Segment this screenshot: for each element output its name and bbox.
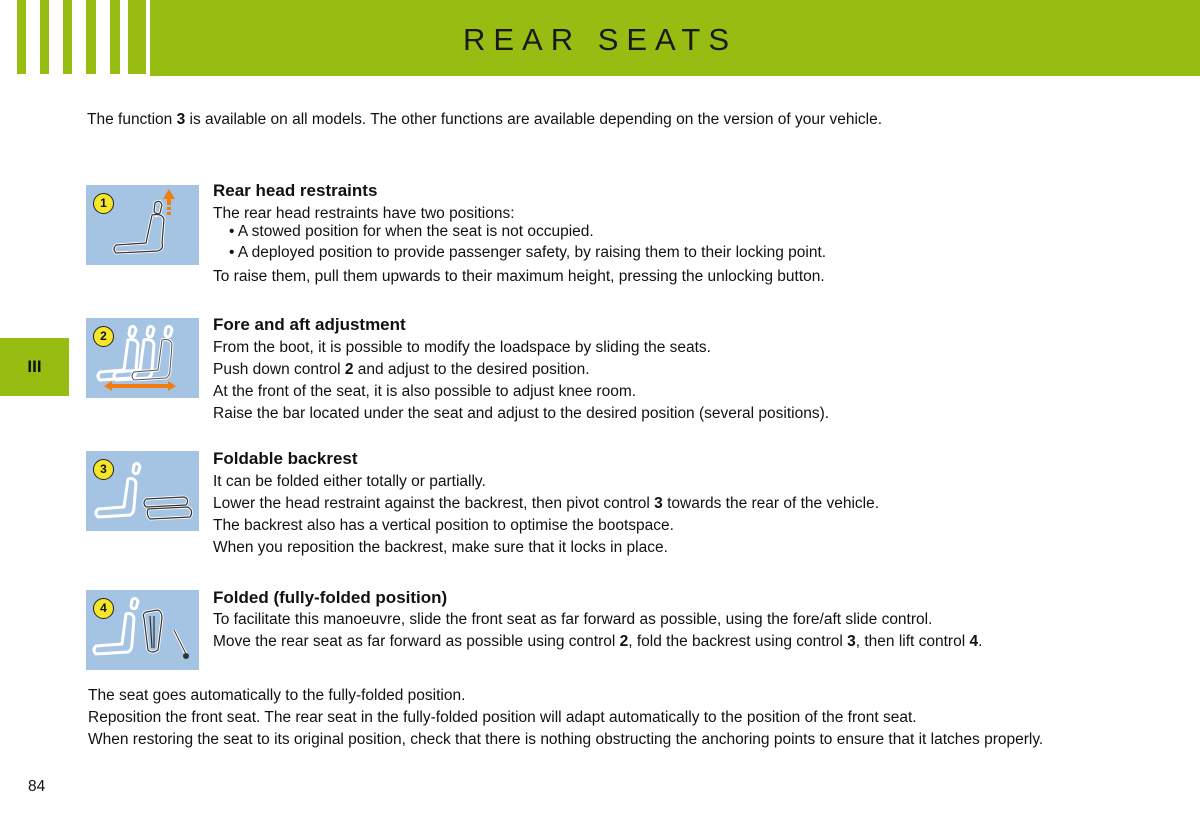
- step-badge: 4: [93, 598, 114, 619]
- section-line: To facilitate this manoeuvre, slide the front seat as far forward as possible, using the fore/aft slide control.: [213, 611, 933, 628]
- section-line: At the front of the seat, it is also possible to adjust knee room.: [213, 383, 637, 400]
- section-line: From the boot, it is possible to modify the loadspace by sliding the seats.: [213, 339, 711, 356]
- intro-post: is available on all models. The other functions are available depending on the version of your vehicle.: [185, 111, 883, 128]
- seat-slide-icon: [86, 318, 199, 398]
- step-badge: 1: [93, 193, 114, 214]
- text-run: Move the rear seat as far forward as possible using control: [213, 633, 620, 650]
- section-line: Raise the bar located under the seat and adjust to the desired position (several positions).: [213, 405, 830, 422]
- intro-text: [87, 111, 882, 129]
- section-foldable-backrest: [213, 450, 1113, 561]
- note-paragraph: When restoring the seat to its original position, check that there is nothing obstructing the anchoring points to ensure that it latches properly.: [88, 731, 1044, 748]
- chapter-tab-label: III: [27, 357, 42, 376]
- note-paragraph: Reposition the front seat. The rear seat in the fully-folded position will adapt automatically to the position of the front seat.: [88, 709, 917, 726]
- section-line: When you reposition the backrest, make sure that it locks in place.: [213, 539, 668, 556]
- control-number: 2: [619, 633, 629, 650]
- head-restraint-raise-icon: [86, 185, 199, 265]
- section-line: It can be folded either totally or partially.: [213, 473, 486, 490]
- header-stripe: [17, 0, 26, 74]
- page-number: 84: [28, 778, 46, 795]
- section-line: [213, 495, 1113, 513]
- header-stripe: [63, 0, 72, 74]
- step-badge: 2: [93, 326, 114, 347]
- control-number: 3: [847, 633, 856, 650]
- section-line: [213, 361, 1113, 379]
- section-line: The rear head restraints have two positions:: [213, 205, 515, 222]
- backrest-fold-icon: [86, 451, 199, 531]
- intro-pre: The function: [87, 111, 177, 128]
- section-rear-head-restraints: [213, 182, 1113, 290]
- text-run: towards the rear of the vehicle.: [662, 495, 880, 512]
- header-stripe: [128, 0, 146, 74]
- section-line: [213, 634, 1113, 650]
- control-number: 3: [654, 495, 663, 512]
- text-run: .: [978, 633, 983, 650]
- page-header: [0, 0, 1200, 76]
- page-title: REAR SEATS: [462, 22, 738, 57]
- section-line: The backrest also has a vertical position to optimise the bootspace.: [213, 517, 674, 534]
- header-stripe: [40, 0, 49, 74]
- text-run: Push down control: [213, 361, 345, 378]
- control-number: 2: [344, 361, 354, 378]
- text-run: , fold the backrest using control: [628, 633, 848, 650]
- section-fore-aft-adjustment: [213, 316, 1113, 427]
- step-badge: 3: [93, 459, 114, 480]
- section-heading: Folded (fully-folded position): [213, 588, 448, 607]
- section-heading: Foldable backrest: [213, 449, 358, 468]
- text-run: Lower the head restraint against the backrest, then pivot control: [213, 495, 655, 512]
- bullet-item: • A deployed position to provide passenger safety, by raising them to their locking point.: [229, 244, 827, 261]
- header-stripe: [86, 0, 96, 74]
- section-heading: Rear head restraints: [213, 181, 378, 200]
- section-heading: Fore and aft adjustment: [213, 315, 406, 334]
- section-line: To raise them, pull them upwards to their maximum height, pressing the unlocking button.: [213, 268, 825, 285]
- text-run: , then lift control: [855, 633, 970, 650]
- seat-fully-folded-icon: [86, 590, 199, 670]
- text-run: and adjust to the desired position.: [353, 361, 590, 378]
- section-fully-folded: [213, 589, 1113, 654]
- closing-notes: [88, 688, 1113, 754]
- intro-bold: 3: [176, 111, 186, 128]
- control-number: 4: [969, 633, 979, 650]
- header-underline: [150, 74, 1200, 76]
- chapter-tab: [0, 338, 69, 396]
- note-paragraph: The seat goes automatically to the fully-folded position.: [88, 687, 466, 704]
- bullet-item: • A stowed position for when the seat is not occupied.: [229, 223, 594, 240]
- header-stripe: [110, 0, 120, 74]
